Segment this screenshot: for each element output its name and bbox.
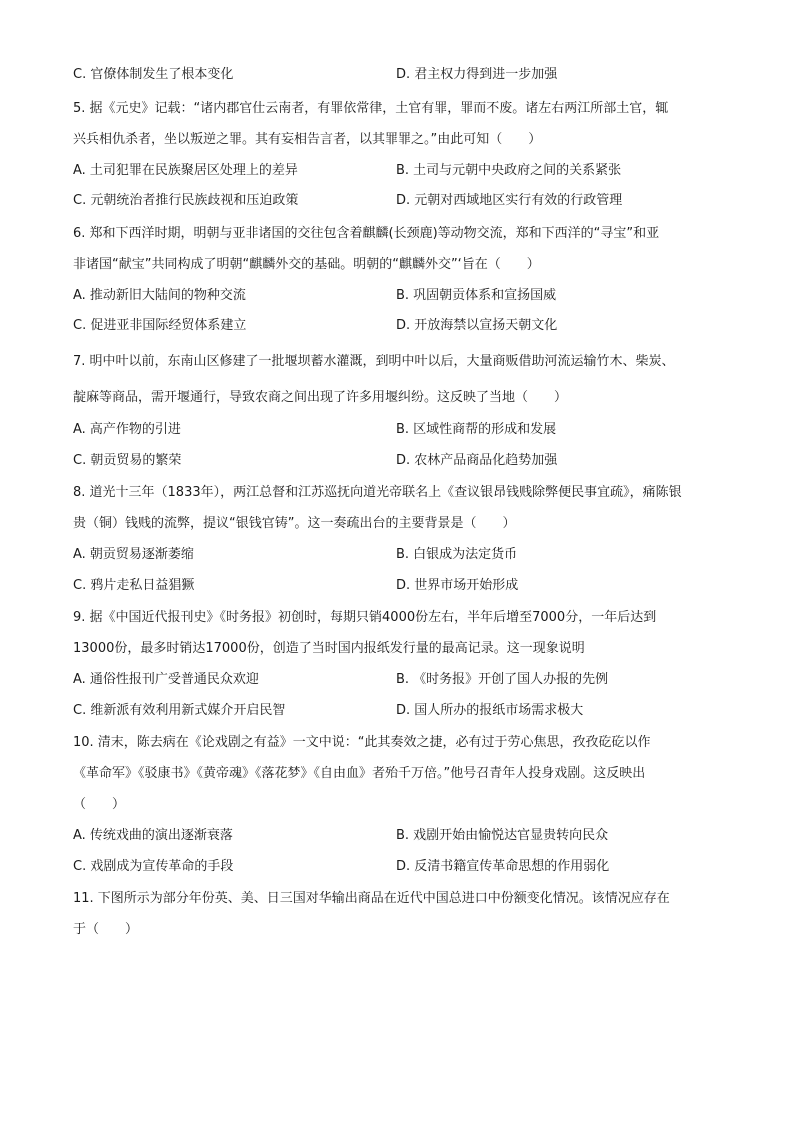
q6-option-c[interactable]: C. 促进亚非国际经贸体系建立 [73,318,247,333]
q6-option-a[interactable]: A. 推动新旧大陆间的物种交流 [73,288,246,303]
q5-option-d[interactable]: D. 元朝对西域地区实行有效的行政管理 [396,193,623,208]
q4-options-row-cd [73,66,734,84]
q10-stem-line-1: 10. 清末，陈去病在《论戏剧之有益》一文中说：“此其奏效之捷，必有过于劳心焦思，孜孜矻矻以作 [73,735,651,750]
q9-stem-line-2: 13000份，最多时销达17000份，创造了当时国内报纸发行量的最高记录。这一现象说明 [73,641,585,656]
q5-option-b[interactable]: B. 土司与元朝中央政府之间的关系紧张 [396,163,622,178]
q7-option-d[interactable]: D. 农林产品商品化趋势加强 [396,453,558,468]
q6-options-row-ab [73,287,734,305]
q9-option-b[interactable]: B. 《时务报》开创了国人办报的先例 [396,672,609,687]
q10-option-a[interactable]: A. 传统戏曲的演出逐渐衰落 [73,828,233,843]
q7-stem-line-1: 7. 明中叶以前，东南山区修建了一批堰坝蓄水灌溉，到明中叶以后，大量商贩借助河流运输竹木、柴炭、 [73,354,675,369]
q5-option-c[interactable]: C. 元朝统治者推行民族歧视和压迫政策 [73,193,299,208]
q8-stem-line-1: 8. 道光十三年（1833年），两江总督和江苏巡抚向道光帝联名上《查议银昂钱贱除弊便民事宜疏》，痛陈银 [73,485,682,500]
q10-options-row-cd [73,858,734,876]
q7-option-a[interactable]: A. 高产作物的引进 [73,422,181,437]
q6-stem-line-2: 非诸国“献宝”共同构成了明朝“麒麟外交的基础。明朝的“麒麟外交”‘旨在（ ） [73,257,540,272]
q8-stem-line-2: 贵（铜）钱贱的流弊，提议“银钱官铸”。这一奏疏出台的主要背景是（ ） [73,516,516,531]
q6-option-d[interactable]: D. 开放海禁以宣扬天朝文化 [396,318,558,333]
q6-stem-line-1: 6. 郑和下西洋时期，明朝与亚非诸国的交往包含着麒麟(长颈鹿)等动物交流，郑和下西洋的“寻宝”和亚 [73,226,660,241]
q10-option-c[interactable]: C. 戏剧成为宣传革命的手段 [73,859,234,874]
q8-option-a[interactable]: A. 朝贡贸易逐渐萎缩 [73,547,194,562]
q8-options-row-ab [73,546,734,564]
q9-stem-line-1: 9. 据《中国近代报刊史》《时务报》初创时，每期只销4000份左右，半年后增至7000分，一年后达到 [73,610,657,625]
q9-options-row-cd [73,702,734,720]
q10-option-d[interactable]: D. 反清书籍宣传革命思想的作用弱化 [396,859,610,874]
q5-options-row-ab [73,162,734,180]
q6-option-b[interactable]: B. 巩固朝贡体系和宣扬国威 [396,288,557,303]
q7-option-c[interactable]: C. 朝贡贸易的繁荣 [73,453,182,468]
q6-options-row-cd [73,317,734,335]
q8-option-c[interactable]: C. 鸦片走私日益猖獗 [73,578,195,593]
q4-option-d[interactable]: D. 君主权力得到进一步加强 [396,67,558,82]
q10-options-row-ab [73,827,734,845]
q5-options-row-cd [73,192,734,210]
q5-stem-line-1: 5. 据《元史》记载：“诸内郡官仕云南者，有罪依常律，土官有罪，罪而不废。诸左右两江所部土官，辄 [73,101,669,116]
q9-options-row-ab [73,671,734,689]
q11-stem-line-1: 11. 下图所示为部分年份英、美、日三国对华输出商品在近代中国总进口中份额变化情况。该情况应存在 [73,891,670,906]
q5-stem-line-2: 兴兵相仇杀者，坐以叛逆之罪。其有妄相告言者，以其罪罪之。”由此可知（ ） [73,132,542,147]
q9-option-c[interactable]: C. 维新派有效利用新式媒介开启民智 [73,703,286,718]
q7-options-row-cd [73,452,734,470]
q8-options-row-cd [73,577,734,595]
q9-option-d[interactable]: D. 国人所办的报纸市场需求极大 [396,703,584,718]
q11-stem-line-2: 于（ ） [73,922,139,937]
q10-stem-line-3: （ ） [73,797,126,812]
q7-option-b[interactable]: B. 区域性商帮的形成和发展 [396,422,557,437]
q9-option-a[interactable]: A. 通俗性报刊广受普通民众欢迎 [73,672,259,687]
q10-option-b[interactable]: B. 戏剧开始由愉悦达官显贵转向民众 [396,828,609,843]
q7-stem-line-2: 靛麻等商品，需开堰通行，导致农商之间出现了许多用堰纠纷。这反映了当地（ ） [73,390,568,405]
q8-option-d[interactable]: D. 世界市场开始形成 [396,578,519,593]
q7-options-row-ab [73,421,734,439]
q8-option-b[interactable]: B. 白银成为法定货币 [396,547,518,562]
q4-option-c[interactable]: C. 官僚体制发生了根本变化 [73,67,234,82]
q10-stem-line-2: 《革命军》《驳康书》《黄帝魂》《落花梦》《自由血》者殆千万倍。”他号召青年人投身戏剧。这反映出 [73,766,646,781]
q5-option-a[interactable]: A. 土司犯罪在民族聚居区处理上的差异 [73,163,298,178]
